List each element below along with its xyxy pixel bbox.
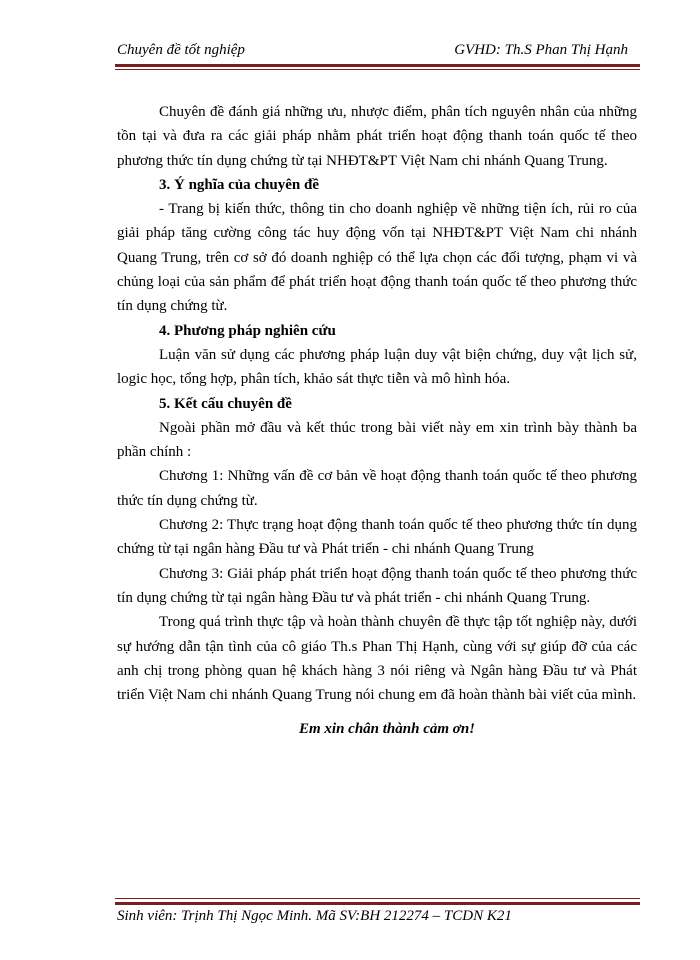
section-4-heading: 4. Phương pháp nghiên cứu — [159, 322, 336, 339]
footer-student-info: Sinh viên: Trịnh Thị Ngọc Minh. Mã SV:BH 212274 – TCDN K21 — [117, 908, 512, 924]
header-supervisor: GVHD: Th.S Phan Thị Hạnh — [454, 42, 628, 58]
header-title: Chuyên đề tốt nghiệp — [117, 42, 245, 58]
intro-paragraph: Chuyên đề đánh giá những ưu, nhược điểm, phân tích nguyên nhân của những tồn tại và đưa ra các giải pháp nhằm phát triển hoạt động thanh toán quốc tế theo phương thức tín dụng chứng từ tại NHĐT&PT Việt Nam chi nhánh Quang Trung. — [117, 104, 637, 169]
page-content — [117, 100, 637, 742]
section-3-heading: 3. Ý nghĩa của chuyên đề — [159, 176, 320, 193]
section-5-paragraph: Ngoài phần mở đầu và kết thúc trong bài viết này em xin trình bày thành ba phần chính : — [117, 419, 637, 461]
footer-rule-thick — [115, 902, 640, 905]
header-rule-thin — [115, 69, 640, 70]
section-3-paragraph: - Trang bị kiến thức, thông tin cho doanh nghiệp về những tiện ích, rủi ro của giải pháp tăng cường công tác huy động vốn tại NHĐT&PT Việt Nam chi nhánh Quang Trung, trên cơ sở đó doanh nghiệp có thể lựa chọn các đối tượng, phạm vi và chủng loại của sản phẩm để phát triển hoạt động thanh toán quốc tế theo phương thức tín dụng chứng từ. — [117, 201, 637, 315]
chapter-2-paragraph: Chương 2: Thực trạng hoạt động thanh toán quốc tế theo phương thức tín dụng chứng từ tại ngân hàng Đầu tư và Phát triển - chi nhánh Quang Trung — [117, 517, 637, 558]
section-5-heading: 5. Kết cấu chuyên đề — [159, 395, 292, 412]
section-4-paragraph: Luận văn sử dụng các phương pháp luận duy vật biện chứng, duy vật lịch sử, logic học, tổng hợp, phân tích, khảo sát thực tiễn và mô hình hóa. — [117, 346, 637, 388]
thanks-line: Em xin chân thành cảm ơn! — [298, 721, 476, 738]
chapter-3-paragraph: Chương 3: Giải pháp phát triển hoạt động thanh toán quốc tế theo phương thức tín dụng chứng từ tại ngân hàng Đầu tư và phát triển - chi nhánh Quang Trung. — [117, 565, 637, 606]
footer-rule-thin — [115, 898, 640, 899]
chapter-1-paragraph: Chương 1: Những vấn đề cơ bản về hoạt động thanh toán quốc tế theo phương thức tín dụng chứng từ. — [117, 468, 637, 509]
header-rule-thick — [115, 64, 640, 67]
closing-paragraph: Trong quá trình thực tập và hoàn thành chuyên đề thực tập tốt nghiệp này, dưới sự hướng dẫn tận tình của cô giáo Th.s Phan Thị Hạnh, cùng với sự giúp đỡ của các anh chị trong phòng quan hệ khách hàng 3 nói riêng và Ngân hàng Đầu tư và Phát triển Việt Nam chi nhánh Quang Trung nói chung em đã hoàn thành bài viết của mình. — [117, 614, 637, 704]
